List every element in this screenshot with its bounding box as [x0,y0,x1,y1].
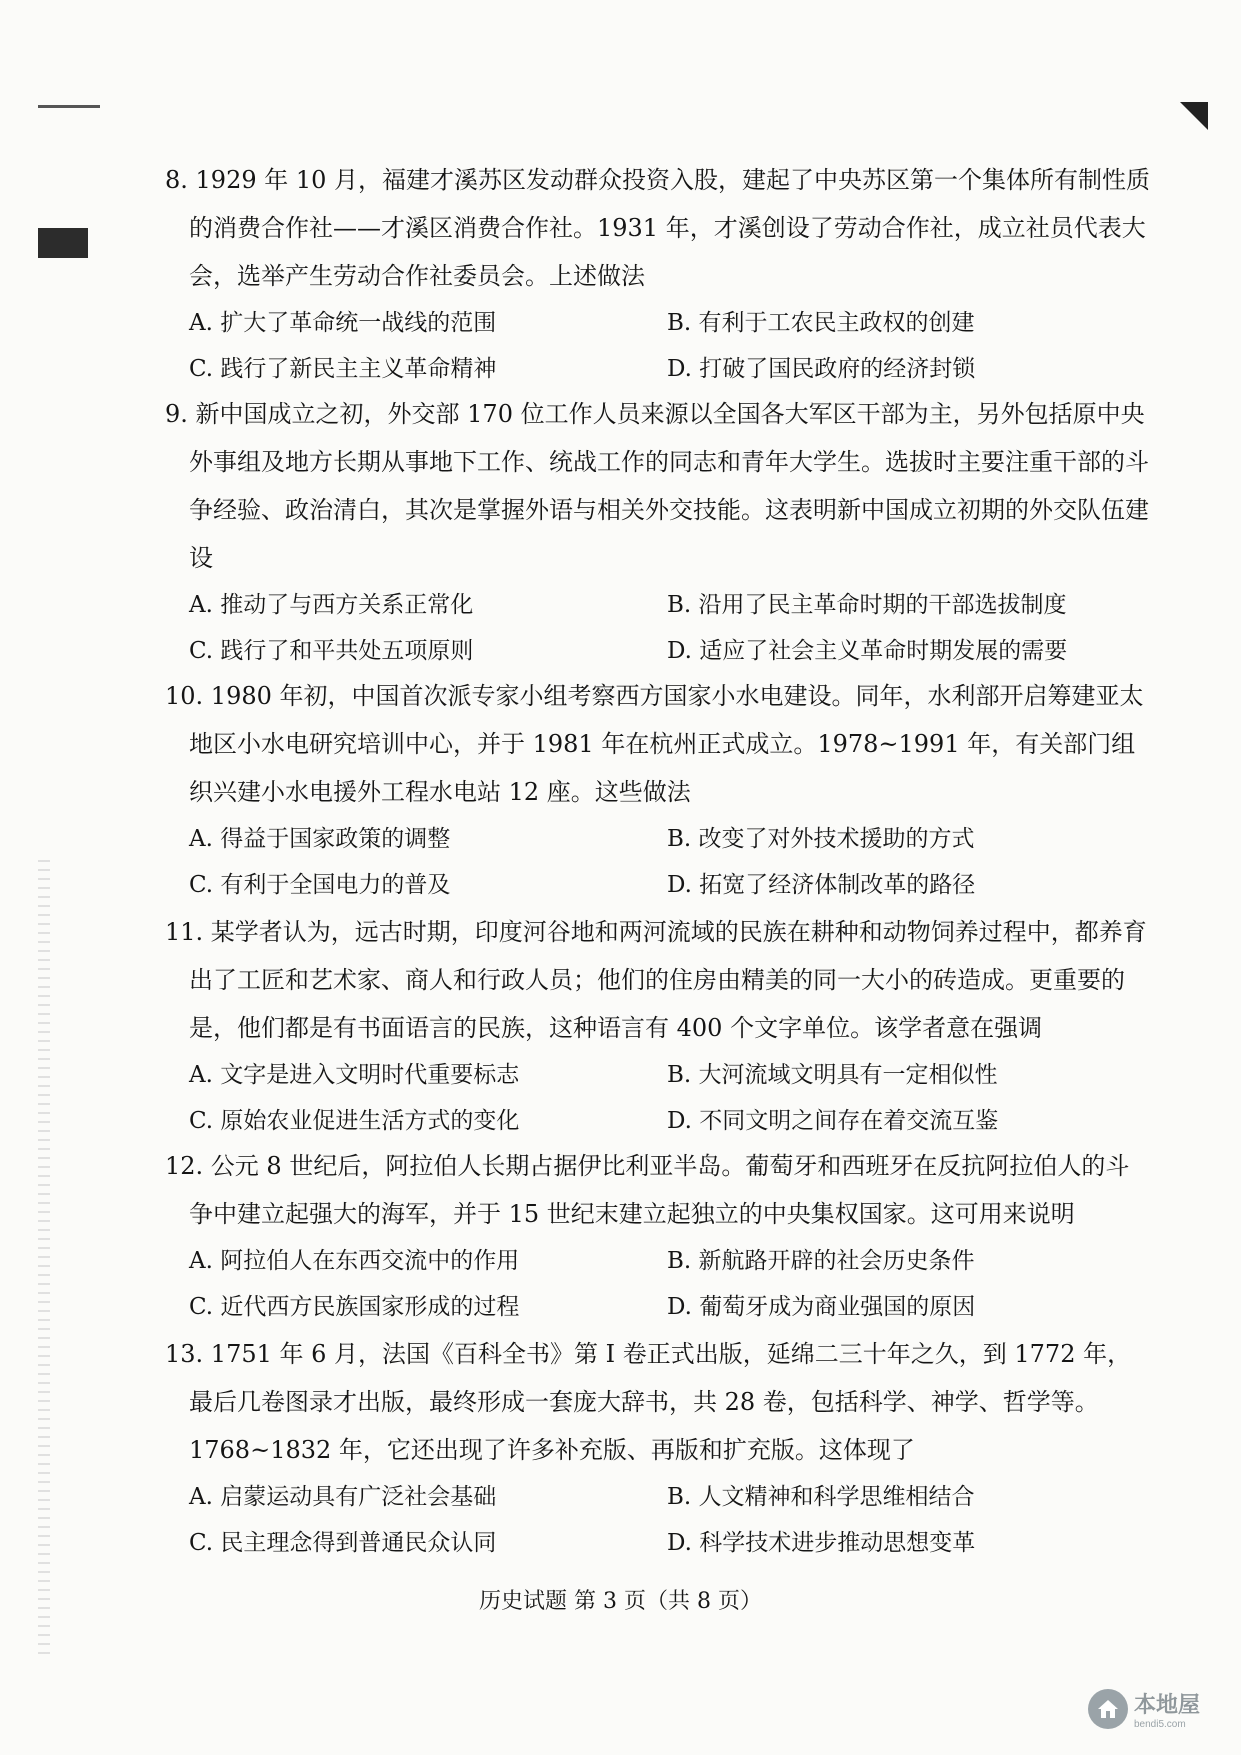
option-d: D. 打破了国民政府的经济封锁 [667,356,976,382]
option-b: B. 改变了对外技术援助的方式 [667,826,975,852]
question-stem: 10. 1980 年初，中国首次派专家小组考察西方国家小水电建设。同年，水利部开启筹建亚太地区小水电研究培训中心，并于 1981 年在杭州正式成立。1978~1991 年，有关部门组织兴建小水电援外工程水电站 12 座。这些做法 [165,682,1144,806]
option-d: D. 拓宽了经济体制改革的路径 [667,872,976,898]
question-13 [163,1330,1153,1566]
option-d: D. 葡萄牙成为商业强国的原因 [667,1294,976,1320]
scan-corner-mark [1180,102,1208,130]
question-stem: 12. 公元 8 世纪后，阿拉伯人长期占据伊比利亚半岛。葡萄牙和西班牙在反抗阿拉伯人的斗争中建立起强大的海军，并于 15 世纪末建立起独立的中央集权国家。这可用来说明 [165,1152,1130,1228]
option-b: B. 有利于工农民主政权的创建 [667,310,975,336]
question-options [163,582,1153,674]
question-stem: 11. 某学者认为，远古时期，印度河谷地和两河流域的民族在耕种和动物饲养过程中，都养育出了工匠和艺术家、商人和行政人员；他们的住房由精美的同一大小的砖造成。更重要的是，他们都是有书面语言的民族，这种语言有 400 个文字单位。该学者意在强调 [165,918,1147,1042]
option-c: C. 民主理念得到普通民众认同 [189,1530,497,1556]
option-c: C. 原始农业促进生活方式的变化 [189,1108,520,1134]
option-b: B. 人文精神和科学思维相结合 [667,1484,975,1510]
option-a: A. 文字是进入文明时代重要标志 [189,1062,520,1088]
question-options [163,1052,1153,1144]
question-12 [163,1142,1153,1330]
question-options [163,1238,1153,1330]
option-c: C. 近代西方民族国家形成的过程 [189,1294,520,1320]
option-d: D. 适应了社会主义革命时期发展的需要 [667,638,1068,664]
option-b: B. 新航路开辟的社会历史条件 [667,1248,975,1274]
watermark-text [1134,1688,1200,1730]
option-a: A. 启蒙运动具有广泛社会基础 [189,1484,497,1510]
scan-mark-line [38,105,100,108]
option-b: B. 大河流域文明具有一定相似性 [667,1062,998,1088]
option-a: A. 阿拉伯人在东西交流中的作用 [189,1248,520,1274]
question-11 [163,908,1153,1144]
question-options [163,1474,1153,1566]
watermark [1088,1688,1200,1730]
question-stem: 8. 1929 年 10 月，福建才溪苏区发动群众投资入股，建起了中央苏区第一个集体所有制性质的消费合作社——才溪区消费合作社。1931 年，才溪创设了劳动合作社，成立社员代表大会，选举产生劳动合作社委员会。上述做法 [165,166,1151,290]
question-9 [163,390,1153,674]
watermark-url: bendi5.com [1134,1719,1186,1730]
question-stem: 9. 新中国成立之初，外交部 170 位工作人员来源以全国各大军区干部为主，另外包括原中央外事组及地方长期从事地下工作、统战工作的同志和青年大学生。选拔时主要注重干部的斗争经验、政治清白，其次是掌握外语与相关外交技能。这表明新中国成立初期的外交队伍建设 [165,400,1149,572]
option-b: B. 沿用了民主革命时期的干部选拔制度 [667,592,1067,618]
option-c: C. 践行了和平共处五项原则 [189,638,474,664]
question-options [163,300,1153,392]
watermark-name: 本地屋 [1134,1692,1201,1717]
option-a: A. 扩大了革命统一战线的范围 [189,310,497,336]
option-a: A. 得益于国家政策的调整 [189,826,451,852]
scan-edge-noise [38,860,50,1660]
option-d: D. 不同文明之间存在着交流互鉴 [667,1108,999,1134]
option-a: A. 推动了与西方关系正常化 [189,592,474,618]
house-logo-icon [1088,1689,1128,1729]
option-c: C. 有利于全国电力的普及 [189,872,451,898]
question-8 [163,156,1153,392]
option-c: C. 践行了新民主主义革命精神 [189,356,497,382]
question-options [163,816,1153,908]
question-10 [163,672,1153,908]
option-d: D. 科学技术进步推动思想变革 [667,1530,976,1556]
page-footer: 历史试题 第 3 页（共 8 页） [479,1589,762,1614]
question-stem: 13. 1751 年 6 月，法国《百科全书》第 I 卷正式出版，延绵二三十年之久，到 1772 年，最后几卷图录才出版，最终形成一套庞大辞书，共 28 卷，包括科学、神学、哲学等。1768~1832 年，它还出现了许多补充版、再版和扩充版。这体现了 [165,1340,1132,1464]
scan-mark-block [38,228,88,258]
